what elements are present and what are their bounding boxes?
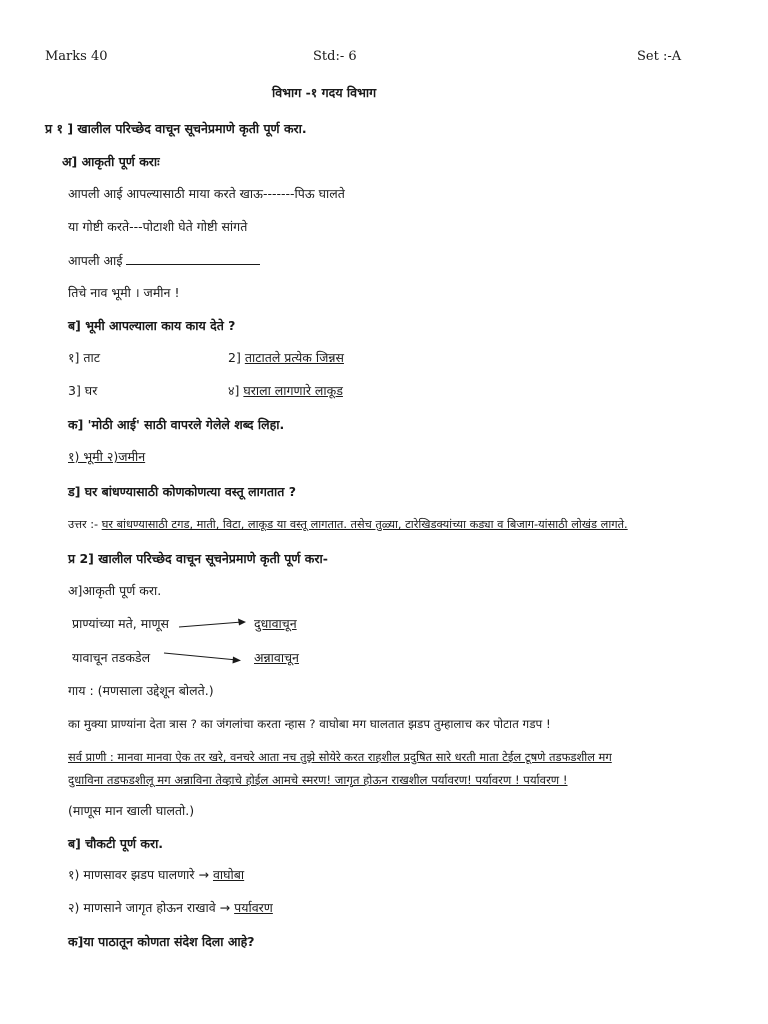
q2-a-row2-left: यावाचून तडकडेल xyxy=(72,650,151,665)
arrow-icon xyxy=(163,652,243,664)
q1-a-line4: तिचे नाव भूमी । जमीन ! xyxy=(68,285,180,300)
q2-b-label: ब] चौकटी पूर्ण करा. xyxy=(68,836,164,851)
q1-b-item3: 3] घर xyxy=(68,383,98,398)
arrow-icon xyxy=(178,618,248,630)
q2-animals-line1: सर्व प्राणी : मानवा मानवा ऐक तर खरे, वनचरे आता नच तुझे सोयेरे करत राहशील प्रदुषित सारे धरती माता टेईल टूषणे तडफडशील मग xyxy=(68,750,612,764)
q1-a-line2: या गोष्टी करते---पोटाशी घेते गोष्टी सांगते xyxy=(68,219,248,234)
q1-b-label: ब] भूमी आपल्याला काय काय देते ? xyxy=(68,318,236,333)
q1-a-line1: आपली आई आपल्यासाठी माया करते खाऊ-------पिऊ घालते xyxy=(68,186,345,201)
section-title: विभाग -१ गदय विभाग xyxy=(272,85,377,100)
q2-b-item1: १) माणसावर झडप घालणारे → वाघोबा xyxy=(68,867,245,882)
q2-b-item2: २) माणसाने जागृत होऊन राखावे → पर्यावरण xyxy=(68,900,273,915)
q2-c-label: क]या पाठातून कोणता संदेश दिला आहे? xyxy=(68,934,255,949)
q1-c-label: क] 'मोठी आई' साठी वापरले गेलेले शब्द लिहा. xyxy=(68,417,285,432)
q2-a-row1-left: प्राण्यांच्या मते, माणूस xyxy=(72,616,169,631)
q1-a-line3-text: आपली आई xyxy=(68,253,123,268)
q1-b-item4: ४] घराला लागणारे लाकूड xyxy=(228,383,343,398)
q1-b-item2-answer: ताटातले प्रत्येक जिन्नस xyxy=(244,350,344,365)
q2-man-line: (माणूस मान खाली घालतो.) xyxy=(68,803,195,818)
std-label: Std:- 6 xyxy=(313,49,357,64)
q1-a-label: अ] आकृती पूर्ण कराः xyxy=(62,154,160,169)
q2-b-item2-answer: पर्यावरण xyxy=(234,900,273,915)
q2-b-item1-answer: वाघोबा xyxy=(212,867,245,882)
set-label: Set :-A xyxy=(637,49,682,64)
answer-blank xyxy=(126,252,260,265)
q1-b-item1: १] ताट xyxy=(68,350,101,365)
q2-animals-line2: दुधाविना तडफडशीलू मग अन्नाविना तेव्हाचे होईल आमचे स्मरण! जागृत होऊन राखशील पर्यावरण! पर्यावरण ! पर्यावरण ! xyxy=(68,773,568,787)
marks-label: Marks 40 xyxy=(45,49,108,64)
q1-a-line3 xyxy=(68,252,260,269)
q2-a-row2-right: अन्नावाचून xyxy=(254,650,299,665)
q1-d-label: ड] घर बांधण्यासाठी कोणकोणत्या वस्तू लागतात ? xyxy=(68,484,296,499)
q2-a-row1-right: दुधावाचून xyxy=(254,616,297,631)
q2-cow-line: गाय : (मणसाला उद्देशून बोलते.) xyxy=(68,683,214,698)
q2-title: प्र 2] खालील परिच्छेद वाचून सूचनेप्रमाणे कृती पूर्ण करा- xyxy=(68,551,328,566)
q2-question-line: का मुक्या प्राण्यांना देता त्रास ? का जंगलांचा करता न्हास ? वाघोबा मग घालतात झडप तुम्हालाच कर पोटात गडप ! xyxy=(68,717,551,731)
q1-b-item2: 2] ताटातले प्रत्येक जिन्नस xyxy=(228,350,344,365)
q1-b-item4-answer: घराला लागणारे लाकूड xyxy=(243,383,343,398)
q1-d-answer: उत्तर :- घर बांधण्यासाठी टगड, माती, विटा, लाकूड या वस्तू लागतात. तसेच तुळ्या, टारेखिडक्यांच्या कड्या व बिजाग-यांसाठी लोखंड लागते. xyxy=(68,518,628,531)
q1-title: प्र १ ] खालील परिच्छेद वाचून सूचनेप्रमाणे कृती पूर्ण करा. xyxy=(45,121,307,136)
q1-c-answer: १) भूमी २)जमीन xyxy=(68,449,146,464)
q2-a-label: अ]आकृती पूर्ण करा. xyxy=(68,583,162,598)
